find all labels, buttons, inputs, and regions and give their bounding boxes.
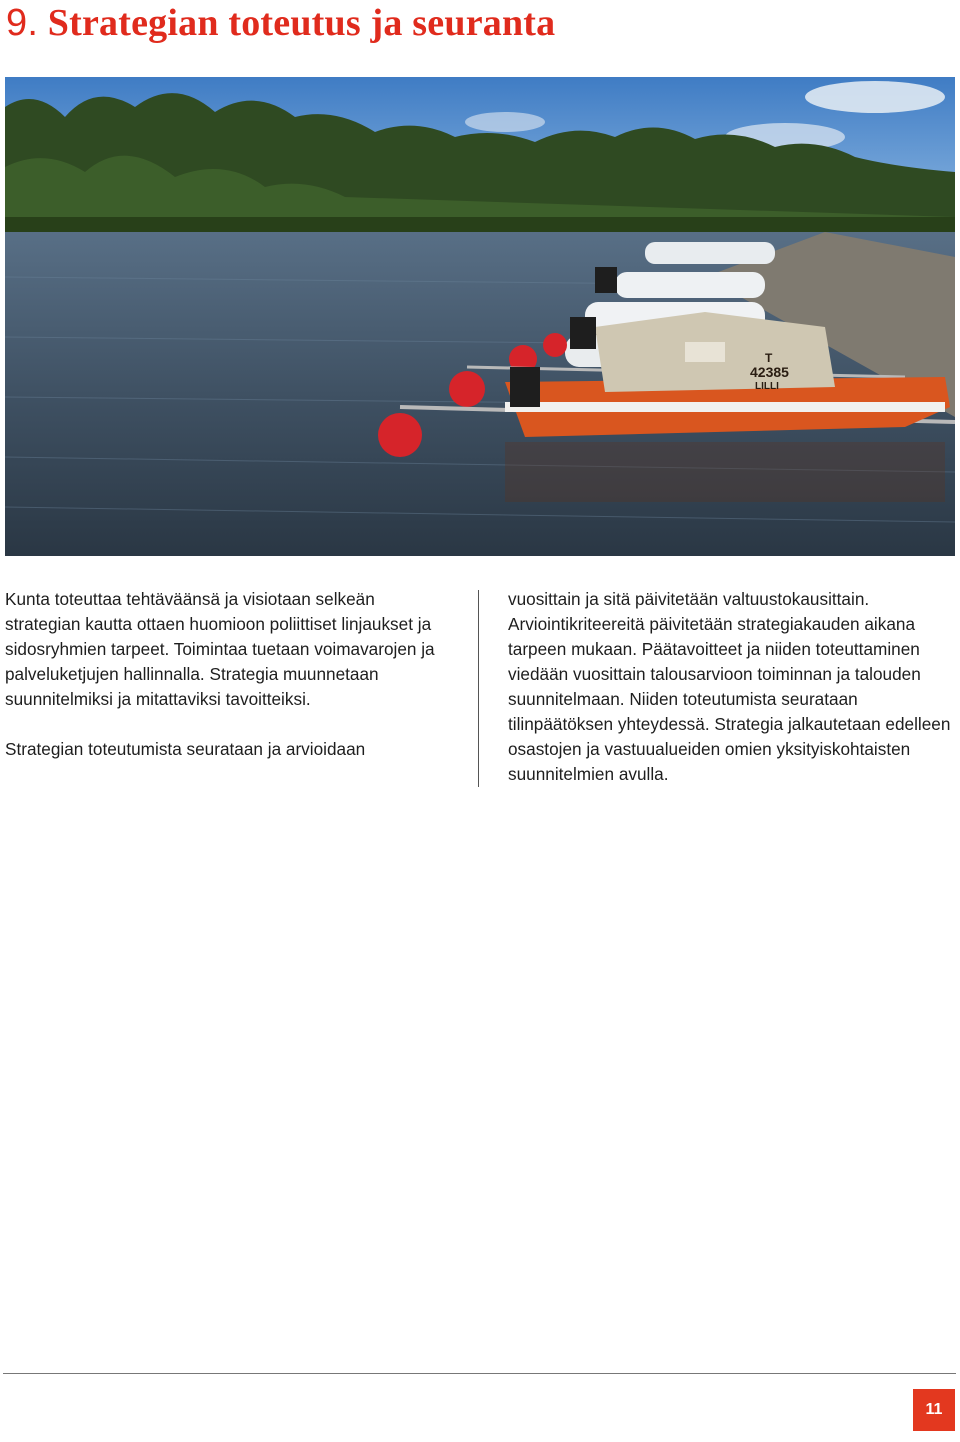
paragraph: Kunta toteuttaa tehtäväänsä ja visiotaan selkeän strategian kautta ottaen huomioon poliittiset linjaukset ja sidosryhmien tarpeet. Toimintaa tuetaan voimavarojen ja palveluketjujen hallinnalla. Strategia muunnetaan suunnitelmiksi ja mitattaviksi tavoitteiksi.	[5, 589, 435, 709]
chapter-number: 9.	[6, 2, 39, 44]
boat-name: LILLI	[755, 381, 779, 392]
lake-pier-photo	[5, 77, 955, 556]
left-text-column	[5, 587, 445, 762]
page-number-badge: 11	[913, 1389, 955, 1431]
paragraph: Strategian toteutumista seurataan ja arvioidaan	[5, 739, 366, 759]
right-text-column	[508, 587, 958, 787]
page-title	[6, 0, 555, 46]
boat-plate-line1: T	[765, 351, 773, 365]
paragraph: vuosittain ja sitä päivitetään valtuustokausittain. Arviointikriteereitä päivitetään strategiakauden aikana tarpeen mukaan. Päätavoitteet ja niiden toteuttaminen viedään vuosittain talousarvioon toiminnan ja talouden suunnitelmaan. Niiden toteutumista seurataan tilinpäätöksen yhteydessä. Strategia jalkautetaan edelleen osastojen ja vastuualueiden omien yksityiskohtaisten suunnitelmien avulla.	[508, 589, 951, 784]
column-divider	[478, 590, 479, 787]
footer-rule	[3, 1373, 956, 1374]
boat-plate-line2: 42385	[750, 364, 789, 380]
chapter-title: Strategian toteutus ja seuranta	[47, 2, 556, 44]
